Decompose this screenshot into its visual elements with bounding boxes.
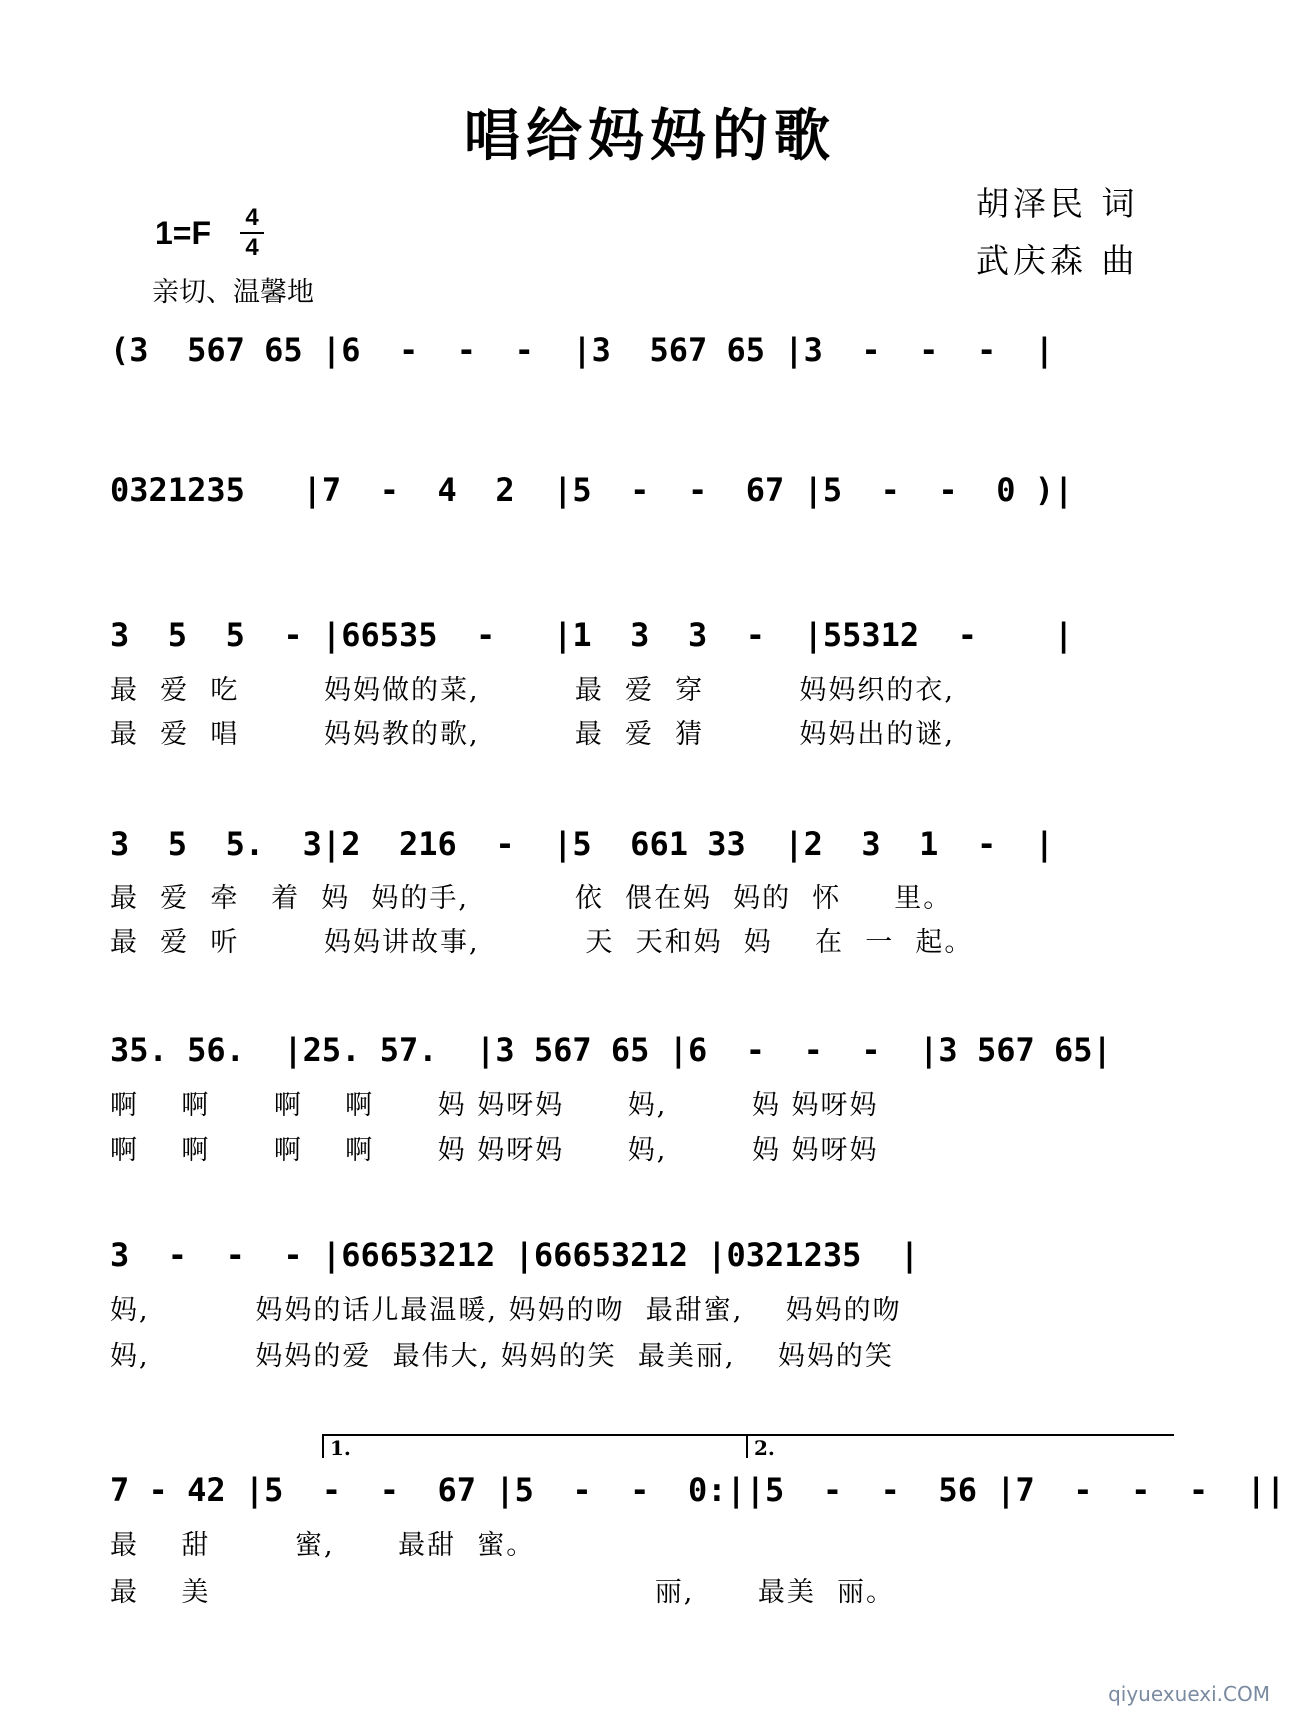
lyric-line-6-verse-1: 妈, 妈妈的话儿最温暖, 妈妈的吻 最甜蜜, 妈妈的吻 (110, 1295, 902, 1326)
notes-line-5: 35. 56. |25. 57. |3 567 65 |6 - - - |3 567 65| (110, 1031, 1112, 1069)
notation-line-4 (110, 814, 1190, 874)
lyric-line-4-verse-1: 最 爱 牵 着 妈 妈的手, 依 偎在妈 妈的 怀 里。 (110, 883, 953, 914)
lyric-line-7-verse-1: 最 甜 蜜, 最甜 蜜。 (110, 1530, 536, 1561)
lyric-line-5-verse-1: 啊 啊 啊 啊 妈 妈呀妈 妈, 妈 妈呀妈 (110, 1090, 879, 1121)
second-ending-bracket: 2. (746, 1434, 1174, 1458)
notation-line-5 (110, 1020, 1190, 1080)
key-signature: 1=F (155, 215, 212, 251)
notation-line-6 (110, 1225, 1190, 1285)
notes-line-7: 7 - 42 |5 - - 67 |5 - - 0:||5 - - 56 |7 - - - || (110, 1471, 1286, 1509)
notation-line-3 (110, 605, 1190, 665)
tempo-marking: 亲切、温馨地 (152, 277, 314, 308)
song-title: 唱给妈妈的歌 (464, 103, 836, 169)
lyric-line-4-verse-2: 最 爱 听 妈妈讲故事, 天 天和妈 妈 在 一 起。 (110, 927, 974, 958)
notes-line-6: 3 - - - |66653212 |66653212 |0321235 | (110, 1236, 920, 1274)
lyric-line-5-verse-2: 啊 啊 啊 啊 妈 妈呀妈 妈, 妈 妈呀妈 (110, 1135, 879, 1166)
notation-line-7 (110, 1460, 1286, 1520)
notes-line-4: 3 5 5. 3|2 216 - |5 661 33 |2 3 1 - | (110, 825, 1055, 863)
lyric-line-6-verse-2: 妈, 妈妈的爱 最伟大, 妈妈的笑 最美丽, 妈妈的笑 (110, 1341, 894, 1372)
lyric-line-3-verse-1: 最 爱 吃 妈妈做的菜, 最 爱 穿 妈妈织的衣, (110, 675, 955, 706)
first-ending-bracket: 1. (322, 1434, 750, 1458)
notation-line-2 (110, 460, 1190, 520)
time-signature-bottom: 4 (245, 234, 259, 261)
notes-line-1: (3 567 65 |6 - - - |3 567 65 |3 - - - | (110, 331, 1055, 369)
lyricist-credit: 胡泽民 词 (976, 184, 1139, 223)
lyric-line-7-verse-2: 最 美 丽, 最美 丽。 (110, 1577, 896, 1608)
lyric-line-3-verse-2: 最 爱 唱 妈妈教的歌, 最 爱 猜 妈妈出的谜, (110, 719, 955, 750)
notes-line-2: 0321235 |7 - 4 2 |5 - - 67 |5 - - 0 )| (110, 471, 1074, 509)
time-signature (240, 205, 264, 261)
composer-credit: 武庆森 曲 (976, 241, 1139, 280)
site-watermark: qiyuexuexi.COM (1108, 1682, 1270, 1706)
time-signature-top: 4 (245, 204, 259, 231)
notes-line-3: 3 5 5 - |66535 - |1 3 3 - |55312 - | (110, 616, 1074, 654)
notation-line-1 (110, 320, 1190, 380)
